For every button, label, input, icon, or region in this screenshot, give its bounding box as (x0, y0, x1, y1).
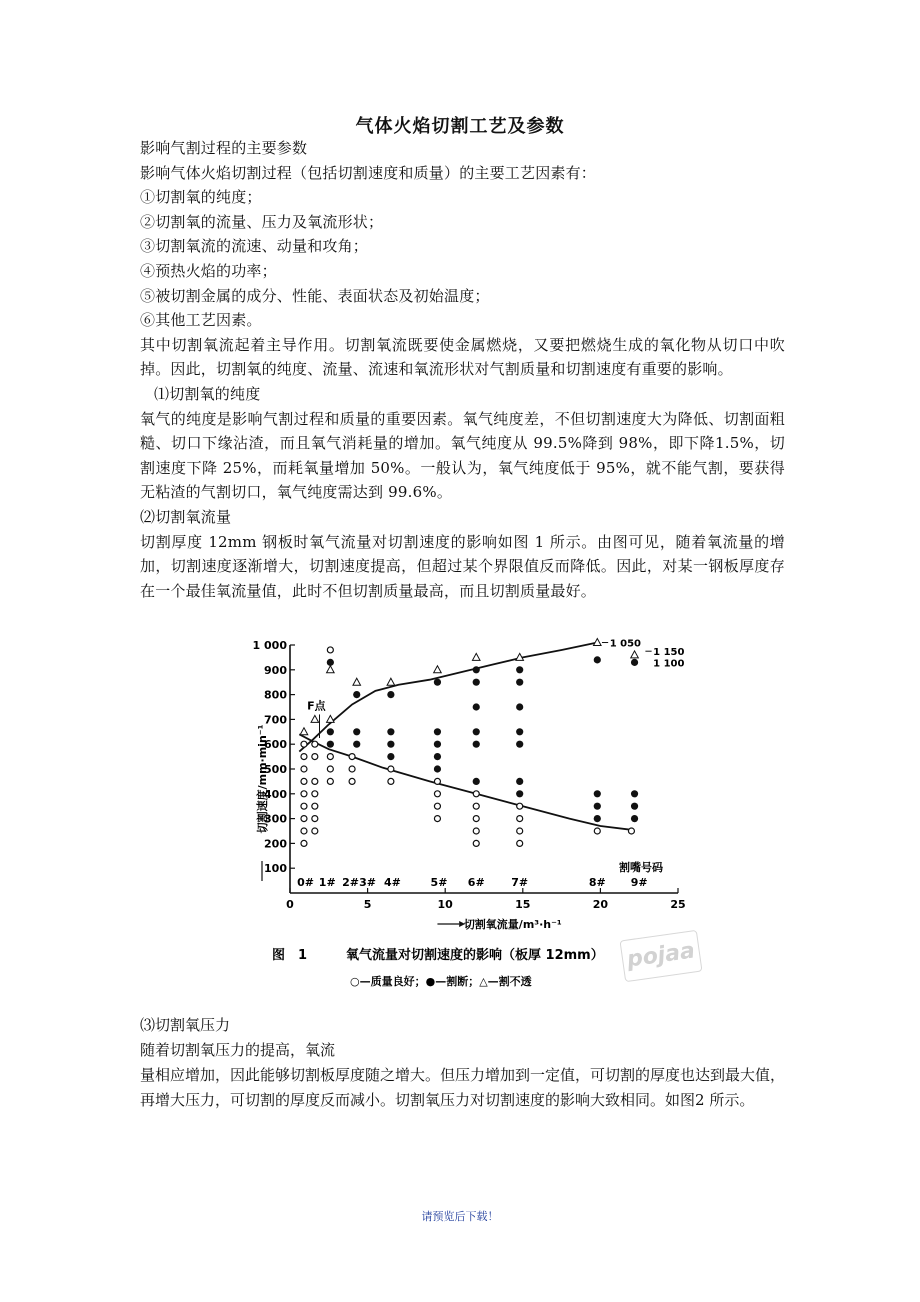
factor-item: ⑤被切割金属的成分、性能、表面状态及初始温度； (140, 286, 490, 305)
point-good-quality (312, 741, 318, 747)
point-cut-through (434, 753, 441, 760)
point-good-quality (434, 803, 440, 809)
chart-curves (299, 643, 631, 830)
point-cut-through (516, 778, 523, 785)
point-cut-through (594, 790, 601, 797)
point-good-quality (327, 754, 333, 760)
value-label: 1 150 (653, 647, 685, 659)
y-tick-label: 900 (264, 663, 287, 677)
value-label: 1 050 (609, 638, 642, 650)
point-cut-through (473, 703, 480, 710)
point-good-quality (312, 828, 318, 834)
point-good-quality (301, 766, 307, 772)
x-tick-label: 20 (592, 898, 609, 911)
factor-item: ①切割氧的纯度； (140, 188, 262, 207)
y-tick-label: 500 (264, 763, 287, 776)
point-not-through (353, 678, 361, 685)
point-cut-through (387, 741, 394, 748)
x-tick-label: 25 (670, 898, 686, 911)
point-good-quality (327, 647, 333, 653)
page-title: 气体火焰切割工艺及参数 (355, 116, 565, 137)
point-cut-through (353, 691, 360, 698)
point-not-through (327, 666, 335, 673)
y-tick-label: 600 (264, 738, 287, 752)
section2-heading: ⑵切割氧流量 (140, 507, 232, 526)
boundary-curve (299, 643, 597, 752)
point-good-quality (301, 741, 307, 747)
y-tick-label: 100 (264, 862, 287, 876)
nozzle-label: 1# (318, 876, 336, 889)
point-not-through (311, 715, 319, 722)
point-good-quality (301, 816, 307, 822)
nozzle-label: 9# (630, 876, 648, 889)
value-label: 1 100 (653, 658, 685, 670)
point-cut-through (594, 656, 601, 663)
point-cut-through (516, 728, 523, 735)
point-good-quality (473, 803, 479, 809)
nozzle-label: 2# (342, 876, 359, 889)
point-not-through (327, 715, 335, 722)
point-good-quality (473, 828, 479, 834)
point-cut-through (473, 679, 480, 686)
point-cut-through (434, 741, 441, 748)
y-tick-label: 200 (264, 837, 287, 851)
point-good-quality (327, 766, 333, 772)
point-cut-through (473, 728, 480, 735)
point-good-quality (312, 778, 318, 784)
factor-item: ⑥其他工艺因素。 (140, 311, 262, 330)
section1-heading: ⑴切割氧的纯度 (154, 384, 261, 403)
nozzle-label: 7# (511, 876, 529, 889)
point-cut-through (473, 778, 480, 785)
point-good-quality (517, 828, 523, 834)
section3-heading: ⑶切割氧压力 (140, 1016, 231, 1034)
point-good-quality (594, 828, 600, 834)
intro-lead: 影响气体火焰切割过程（包括切割速度和质量）的主要工艺因素有： (140, 163, 597, 182)
point-good-quality (312, 791, 318, 797)
point-good-quality (312, 754, 318, 760)
point-good-quality (349, 754, 355, 760)
point-good-quality (517, 803, 523, 809)
section3-line1: 随着切割氧压力的提高，氧流 (140, 1041, 336, 1059)
point-good-quality (301, 778, 307, 784)
y-tick-label: 700 (264, 713, 287, 727)
point-good-quality (301, 754, 307, 760)
point-cut-through (387, 753, 394, 760)
nozzle-label: 8# (588, 876, 606, 889)
point-cut-through (631, 815, 638, 822)
factor-item: ②切割氧的流量、压力及氧流形状； (140, 212, 384, 231)
point-cut-through (434, 679, 441, 686)
point-cut-through (473, 666, 480, 673)
f-point-label: F点 (307, 699, 326, 713)
x-tick-label: 15 (515, 898, 531, 911)
point-good-quality (628, 828, 634, 834)
section3-text: 量相应增加，因此能够切割板厚度随之增大。但压力增加到一定值，可切割的厚度也达到最大值，再增大压力，可切割的厚度反而减小。切割氧压力对切割速度的影响大致相同。如图2 所示。 (140, 1066, 786, 1109)
point-cut-through (631, 790, 638, 797)
point-not-through (387, 678, 395, 685)
x-tick-label: 10 (437, 898, 453, 911)
watermark: pojaa (619, 930, 702, 982)
point-cut-through (327, 728, 334, 735)
intro-summary: 其中切割氧流起着主导作用。切割氧流既要使金属燃烧，又要把燃烧生成的氧化物从切口中吹掉。因此，切割氧的纯度、流量、流速和氧流形状对气割质量和切割速度有重要的影响。 (140, 335, 785, 379)
point-cut-through (516, 741, 523, 748)
point-cut-through (434, 765, 441, 772)
point-not-through (631, 651, 639, 658)
intro-heading: 影响气割过程的主要参数 (140, 139, 308, 157)
point-good-quality (434, 778, 440, 784)
point-cut-through (631, 659, 638, 666)
point-good-quality (301, 828, 307, 834)
point-cut-through (353, 741, 360, 748)
y-tick-label: 400 (264, 787, 287, 801)
point-good-quality (517, 840, 523, 846)
point-not-through (472, 653, 480, 660)
point-good-quality (301, 840, 307, 846)
figure-number: 图 1 (272, 948, 308, 963)
document-body (140, 136, 785, 603)
nozzle-label: 6# (467, 876, 485, 889)
x-tick-label: 0 (286, 898, 294, 911)
point-cut-through (353, 728, 360, 735)
point-cut-through (327, 741, 334, 748)
point-good-quality (473, 816, 479, 822)
document-lower (140, 1013, 785, 1113)
point-cut-through (594, 803, 601, 810)
y-tick-label: 300 (264, 812, 287, 826)
y-tick-label: 800 (264, 688, 287, 702)
section1-text: 氧气的纯度是影响气割过程和质量的重要因素。氧气纯度差，不但切割速度大为降低、切割面粗糙、切口下缘沾渣，而且氧气消耗量的增加。氧气纯度从 99.5%降到 98%，即下降1.5%，切割速度下降 25%，而耗氧量增加 50%。一般认为，氧气纯度低于 95%，就不能气割，要获得无粘渣的气割切口，氧气纯度需达到 99.6%。 (140, 409, 785, 502)
point-good-quality (517, 816, 523, 822)
point-good-quality (301, 791, 307, 797)
point-cut-through (594, 815, 601, 822)
y-axis-label: 切割速度/mm·min⁻¹ (256, 724, 269, 834)
point-cut-through (516, 790, 523, 797)
point-not-through (593, 639, 601, 646)
point-good-quality (349, 766, 355, 772)
point-good-quality (473, 791, 479, 797)
point-good-quality (327, 778, 333, 784)
point-cut-through (516, 666, 523, 673)
point-cut-through (387, 691, 394, 698)
page-footer: 请预览后下载！ (421, 1210, 499, 1223)
y-tick-label: 1 000 (252, 639, 287, 652)
nozzle-legend-label: 割嘴号码 (619, 861, 664, 875)
point-good-quality (473, 840, 479, 846)
x-axis-label: 切割氧流量/m³·h⁻¹ (463, 918, 562, 931)
point-good-quality (434, 791, 440, 797)
point-cut-through (434, 728, 441, 735)
point-cut-through (387, 728, 394, 735)
point-cut-through (473, 741, 480, 748)
nozzle-label: 5# (430, 876, 448, 889)
point-cut-through (516, 703, 523, 710)
point-good-quality (434, 816, 440, 822)
nozzle-label: 4# (383, 876, 401, 889)
point-good-quality (312, 816, 318, 822)
nozzle-label: 3# (359, 876, 377, 889)
point-good-quality (301, 803, 307, 809)
figure-title: 氧气流量对切割速度的影响（板厚 12mm） (346, 948, 604, 963)
point-not-through (434, 666, 442, 673)
factor-item: ④预热火焰的功率； (140, 261, 277, 280)
point-good-quality (312, 803, 318, 809)
point-cut-through (631, 803, 638, 810)
factor-item: ③切割氧流的流速、动量和攻角； (140, 237, 369, 256)
point-cut-through (516, 679, 523, 686)
point-good-quality (388, 778, 394, 784)
figure-legend: ○—质量良好；●—割断；△—割不透 (350, 975, 532, 988)
nozzle-label: 0# (297, 876, 314, 889)
point-good-quality (388, 766, 394, 772)
point-good-quality (349, 778, 355, 784)
point-not-through (300, 728, 308, 735)
section2-text: 切割厚度 12mm 钢板时氧气流量对切割速度的影响如图 1 所示。由图可见，随着氧流量的增加，切割速度逐渐增大，切割速度提高，但超过某个界限值反而降低。因此，对某一钢板厚度存在一个最佳氧流量值，此时不但切割质量最高，而且切割质量最好。 (140, 532, 785, 600)
chart-labels (252, 638, 685, 931)
x-tick-label: 5 (363, 898, 372, 911)
